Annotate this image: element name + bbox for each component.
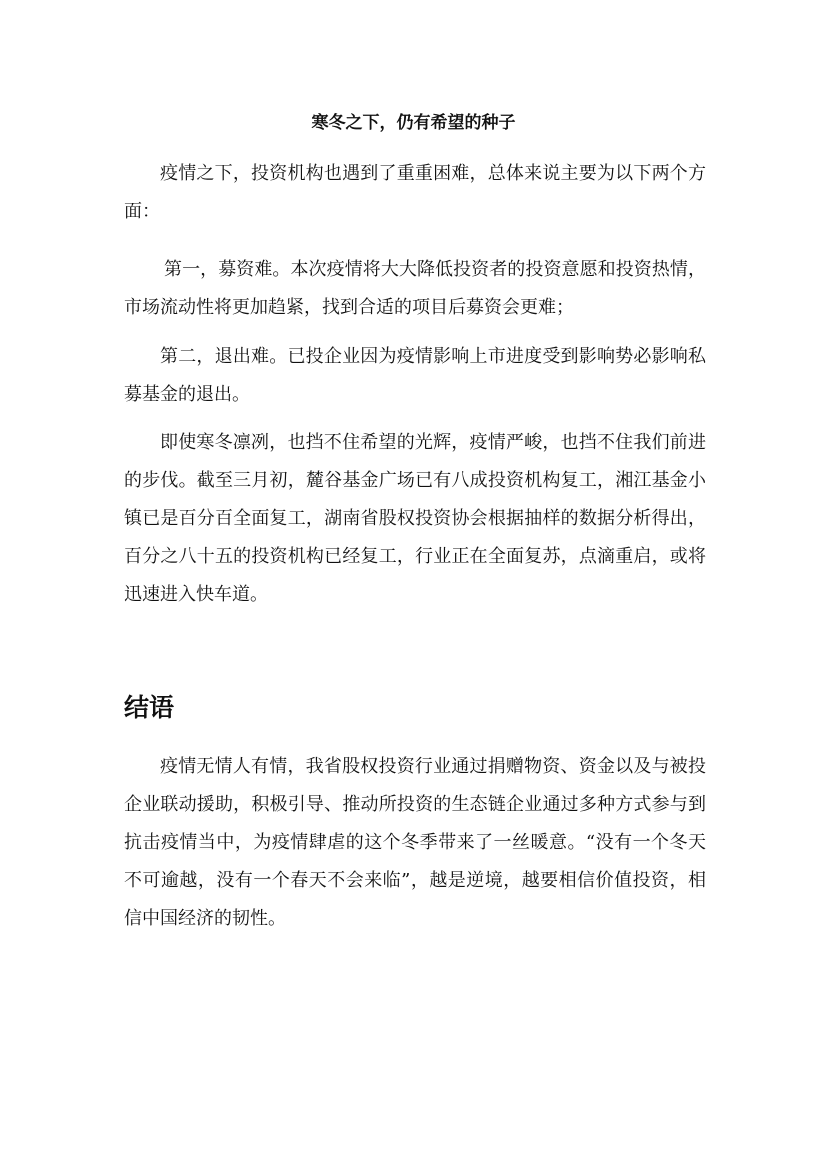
- paragraph-fundraising-difficulty: 第一，募资难。本次疫情将大大降低投资者的投资意愿和投资热情，市场流动性将更加趋紧，找到合适的项目后募资会更难；: [124, 259, 706, 318]
- paragraph-exit-difficulty: 第二，退出难。已投企业因为疫情影响上市进度受到影响势必影响私募基金的退出。: [124, 346, 706, 405]
- paragraph-intro: 疫情之下，投资机构也遇到了重重困难，总体来说主要为以下两个方面：: [124, 163, 706, 222]
- conclusion-heading: 结语: [124, 693, 175, 722]
- paragraph-recovery: 即使寒冬凛冽，也挡不住希望的光辉，疫情严峻，也挡不住我们前进的步伐。截至三月初，麓谷基金广场已有八成投资机构复工，湘江基金小镇已是百分百全面复工，湖南省股权投资协会根据抽样的数据分析得出，百分之八十五的投资机构已经复工，行业正在全面复苏，点滴重启，或将迅速进入快车道。: [124, 432, 706, 605]
- section-title: 寒冬之下，仍有希望的种子: [311, 113, 516, 133]
- paragraph-conclusion: 疫情无情人有情，我省股权投资行业通过捐赠物资、资金以及与被投企业联动援助，积极引导、推动所投资的生态链企业通过多种方式参与到抗击疫情当中，为疫情肆虐的这个冬季带来了一丝暖意。“没有一个冬天不可逾越，没有一个春天不会来临”，越是逆境，越要相信价值投资，相信中国经济的韧性。: [124, 756, 706, 929]
